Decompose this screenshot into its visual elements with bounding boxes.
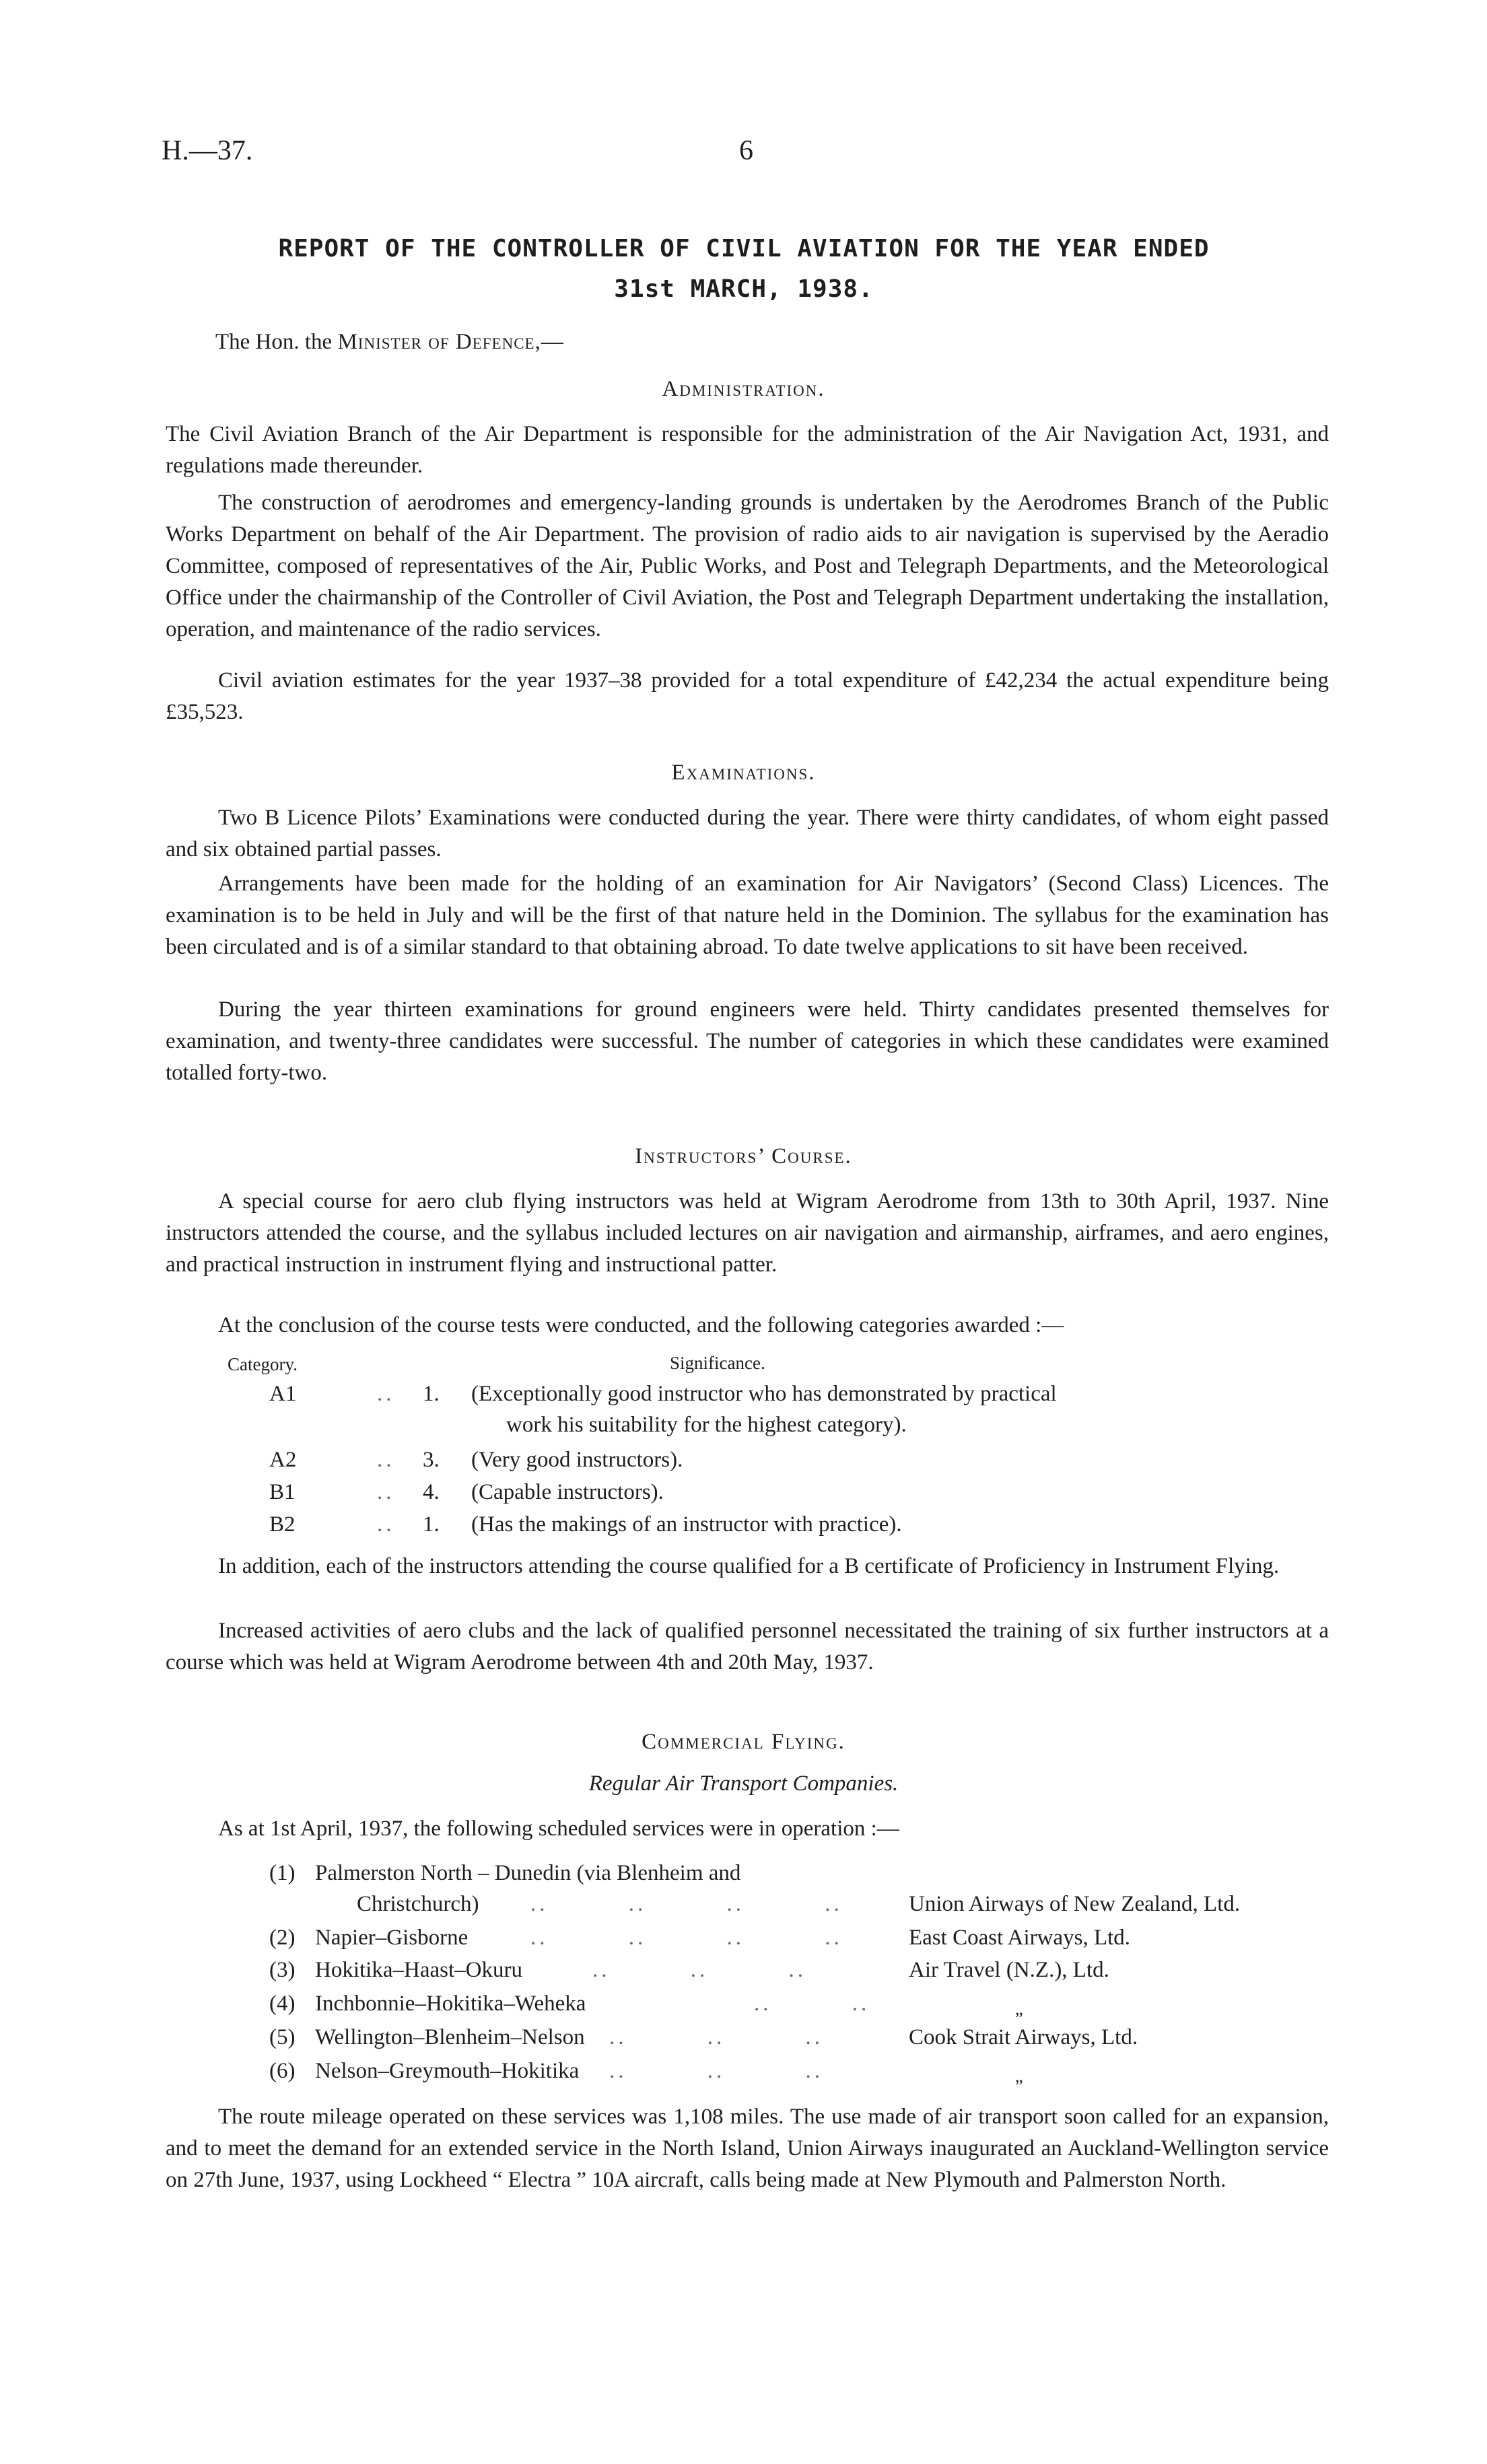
instructors-course-paragraph-3: In addition, each of the instructors attending the course qualified for a B certificate of Proficiency in Instrument Flying.: [218, 1554, 1280, 1578]
service-operator: Cook Strait Airways, Ltd.: [909, 2025, 1138, 2049]
category-significance: (Exceptionally good instructor who has demonstrated by practical: [471, 1382, 1057, 1406]
category-code: B2: [269, 1512, 296, 1537]
service-number: (3): [269, 1958, 296, 1982]
service-operator: Union Airways of New Zealand, Ltd.: [909, 1892, 1241, 1916]
service-route: Nelson–Greymouth–Hokitika: [315, 2059, 580, 2083]
examinations-paragraph-3: During the year thirteen examinations for ground engineers were held. Thirty candidates presented themselves for examination, and twenty-three candidates were successful. The number of categories in which these candidates were examined totalled forty-two.: [166, 997, 1329, 1085]
document-series-number: H.—37.: [162, 135, 253, 166]
examinations-heading: Examinations.: [671, 761, 816, 785]
instructors-course-paragraph-1: A special course for aero club flying instructors was held at Wigram Aerodrome from 13th to 30th April, 1937. Nine instructors attended the course, and the syllabus included lectures on air navigation and airmanship, airframes, and aero engines, and practical instruction in instrument flying and instructional patter.: [166, 1189, 1329, 1277]
leader-dots: .. .. ..: [592, 1958, 806, 1982]
category-code: A2: [269, 1448, 297, 1472]
commercial-flying-subheading: Regular Air Transport Companies.: [588, 1771, 899, 1796]
commercial-flying-paragraph: The route mileage operated on these services was 1,108 miles. The use made of air transport soon called for an expansion, and to meet the demand for an extended service in the North Island, Union Airways inaugurated an Auckland-Wellington service on 27th June, 1937, using Lockheed “ Electra ” 10A aircraft, calls being made at New Plymouth and Palmerston North.: [166, 2105, 1329, 2192]
service-route: Hokitika–Haast–Okuru: [315, 1958, 522, 1982]
leader-dots: ..: [377, 1448, 395, 1472]
administration-heading: Administration.: [662, 377, 825, 401]
leader-dots: .. .. .. ..: [530, 1892, 843, 1916]
category-code: A1: [269, 1382, 297, 1406]
administration-paragraph-1: The Civil Aviation Branch of the Air Department is responsible for the administration of the Air Navigation Act, 1931, and regulations made thereunder.: [166, 422, 1329, 478]
service-number: (2): [269, 1926, 296, 1950]
category-count: 4.: [423, 1480, 440, 1504]
service-number: (4): [269, 1992, 296, 2016]
leader-dots: ..: [377, 1480, 395, 1504]
page-number: 6: [739, 135, 753, 166]
report-title: [168, 229, 1319, 310]
category-significance-continuation: work his suitability for the highest category).: [506, 1413, 907, 1437]
administration-paragraph-3: Civil aviation estimates for the year 1937–38 provided for a total expenditure of £42,234 the actual expenditure being £35,523.: [166, 668, 1329, 724]
service-operator: East Coast Airways, Ltd.: [909, 1926, 1131, 1950]
leader-dots: .. .. .. ..: [530, 1926, 843, 1950]
instructors-course-heading: Instructors’ Course.: [635, 1144, 852, 1168]
service-operator: Air Travel (N.Z.), Ltd.: [909, 1958, 1109, 1982]
significance-column-header: Significance.: [670, 1353, 765, 1373]
leader-dots: .. ..: [754, 1992, 870, 2016]
category-significance: (Capable instructors).: [471, 1480, 664, 1504]
category-count: 1.: [423, 1382, 440, 1406]
leader-dots: .. .. ..: [609, 2025, 823, 2049]
commercial-flying-intro: As at 1st April, 1937, the following scheduled services were in operation :—: [218, 1817, 899, 1841]
ditto-mark: „: [1015, 1999, 1023, 2018]
service-route: Palmerston North – Dunedin (via Blenheim and: [315, 1861, 741, 1885]
category-count: 3.: [423, 1448, 440, 1472]
leader-dots: ..: [377, 1512, 395, 1537]
administration-paragraph-2: The construction of aerodromes and emergency-landing grounds is undertaken by the Aerodromes Branch of the Public Works Department on behalf of the Air Department. The provision of radio aids to air navigation is supervised by the Aeradio Committee, composed of representatives of the Air, Public Works, and Post and Telegraph Departments, and the Meteorological Office under the chairmanship of the Controller of Civil Aviation, the Post and Telegraph Department undertaking the installation, operation, and maintenance of the radio services.: [166, 491, 1329, 641]
service-route: Wellington–Blenheim–Nelson: [315, 2025, 585, 2049]
service-route: Napier–Gisborne: [315, 1926, 469, 1950]
category-count: 1.: [423, 1512, 440, 1537]
category-significance: (Very good instructors).: [471, 1448, 683, 1472]
examinations-paragraph-1: Two B Licence Pilots’ Examinations were conducted during the year. There were thirty candidates, of whom eight passed and six obtained partial passes.: [166, 806, 1329, 861]
commercial-flying-heading: Commercial Flying.: [642, 1730, 845, 1754]
service-number: (1): [269, 1861, 296, 1885]
category-code: B1: [269, 1480, 296, 1504]
ditto-mark: „: [1015, 2066, 1023, 2086]
category-significance: (Has the makings of an instructor with practice).: [471, 1512, 902, 1537]
service-number: (5): [269, 2025, 296, 2049]
service-number: (6): [269, 2059, 296, 2083]
service-route-continuation: Christchurch): [357, 1892, 479, 1916]
leader-dots: ..: [377, 1382, 395, 1406]
examinations-paragraph-2: Arrangements have been made for the holding of an examination for Air Navigators’ (Second Class) Licences. The examination is to be held in July and will be the first of that nature held in the Dominion. The syllabus for the examination has been circulated and is of a similar standard to that obtaining abroad. To date twelve applications to sit have been received.: [166, 872, 1329, 959]
report-title-line-1: REPORT OF THE CONTROLLER OF CIVIL AVIATION FOR THE YEAR ENDED: [278, 235, 1210, 262]
category-column-header: Category.: [228, 1354, 298, 1374]
leader-dots: .. .. ..: [609, 2059, 823, 2083]
service-route: Inchbonnie–Hokitika–Weheka: [315, 1992, 586, 2016]
salutation: [215, 330, 564, 355]
instructors-course-paragraph-2: At the conclusion of the course tests were conducted, and the following categories awarded :—: [218, 1313, 1064, 1337]
salutation-prefix: The Hon. the: [215, 330, 333, 354]
report-title-line-2: 31st MARCH, 1938.: [614, 275, 874, 303]
salutation-recipient: Minister of Defence,—: [337, 330, 564, 354]
instructors-course-paragraph-4: Increased activities of aero clubs and the lack of qualified personnel necessitated the training of six further instructors at a course which was held at Wigram Aerodrome between 4th and 20th May, 1937.: [166, 1619, 1329, 1675]
